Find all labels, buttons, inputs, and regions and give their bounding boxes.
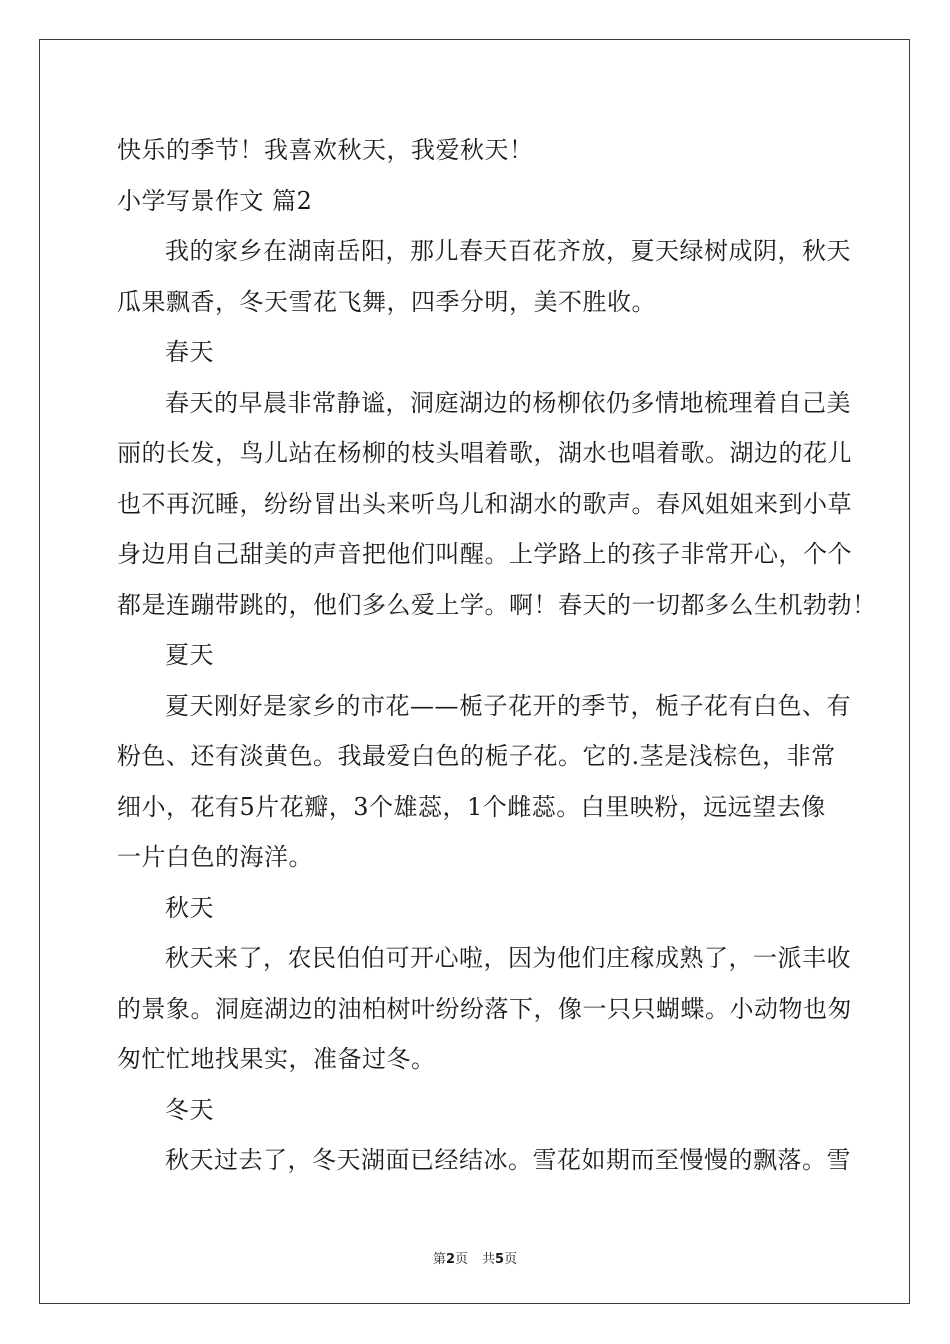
subheading-summer: 夏天 bbox=[165, 641, 214, 669]
subheading-spring: 春天 bbox=[165, 338, 214, 366]
text-line: 我的家乡在湖南岳阳，那儿春天百花齐放，夏天绿树成阴，秋天 bbox=[165, 237, 851, 265]
text-line: 丽的长发，鸟儿站在杨柳的枝头唱着歌，湖水也唱着歌。湖边的花儿 bbox=[117, 439, 852, 467]
text-line: 秋天过去了，冬天湖面已经结冰。雪花如期而至慢慢的飘落。雪 bbox=[165, 1146, 851, 1174]
text-line: 的景象。洞庭湖边的油柏树叶纷纷落下，像一只只蝴蝶。小动物也匆 bbox=[117, 994, 852, 1023]
subheading-autumn: 秋天 bbox=[165, 893, 214, 922]
text-line: 春天的早晨非常静谧，洞庭湖边的杨柳依仍多情地梳理着自己美 bbox=[165, 388, 851, 417]
text-line: 瓜果飘香，冬天雪花飞舞，四季分明，美不胜收。 bbox=[117, 287, 656, 316]
text-line: 细小，花有5片花瓣，3个雄蕊，1个雌蕊。白里映粉，远远望去像 bbox=[117, 792, 826, 821]
total-pages: 5 bbox=[495, 1252, 505, 1267]
document-body bbox=[117, 125, 877, 1186]
text-line: 一片白色的海洋。 bbox=[117, 843, 313, 871]
total-suffix: 页 bbox=[504, 1252, 518, 1267]
text-line: 粉色、还有淡黄色。我最爱白色的栀子花。它的.茎是浅棕色，非常 bbox=[117, 742, 836, 770]
text-line: 快乐的季节！我喜欢秋天，我爱秋天！ bbox=[117, 136, 534, 164]
page-number: 2 bbox=[445, 1252, 455, 1267]
text-line: 也不再沉睡，纷纷冒出头来听鸟儿和湖水的歌声。春风姐姐来到小草 bbox=[117, 489, 852, 518]
page-footer bbox=[0, 1248, 950, 1267]
text-line: 夏天刚好是家乡的市花——栀子花开的季节，栀子花有白色、有 bbox=[165, 691, 851, 720]
section-heading: 小学写景作文 篇2 bbox=[117, 186, 313, 215]
page-suffix: 页 bbox=[454, 1252, 468, 1267]
text-line: 身边用自己甜美的声音把他们叫醒。上学路上的孩子非常开心，个个 bbox=[117, 540, 852, 568]
text-line: 秋天来了，农民伯伯可开心啦，因为他们庄稼成熟了，一派丰收 bbox=[165, 944, 851, 972]
text-line: 匆忙忙地找果实，准备过冬。 bbox=[117, 1045, 436, 1073]
text-line: 都是连蹦带跳的，他们多么爱上学。啊！春天的一切都多么生机勃勃！ bbox=[117, 590, 877, 619]
total-prefix: 共 bbox=[482, 1252, 496, 1267]
page-prefix: 第 bbox=[432, 1252, 446, 1267]
subheading-winter: 冬天 bbox=[165, 1095, 214, 1124]
